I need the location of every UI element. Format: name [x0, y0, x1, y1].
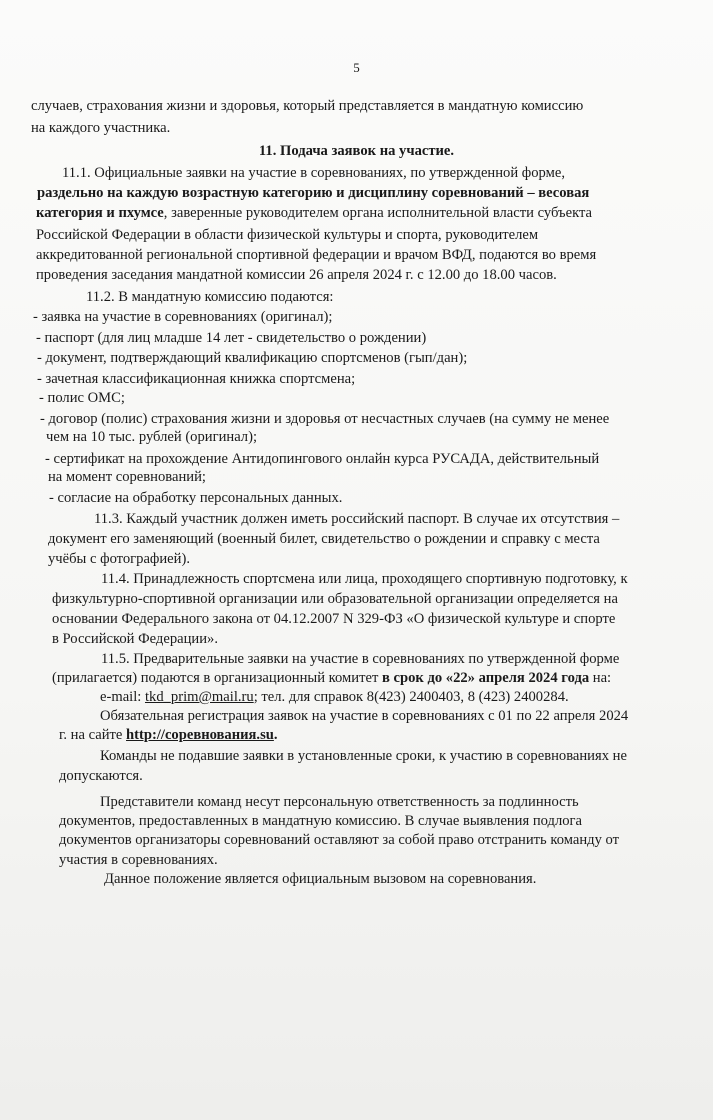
text-segment: ; тел. для справок 8(423) 2400403, 8 (423) 2400284.	[253, 689, 569, 705]
list-item: - паспорт (для лиц младше 14 лет - свидетельство о рождении)	[36, 330, 427, 346]
text-line: допускаются.	[59, 768, 143, 784]
text-line: 11.1. Официальные заявки на участие в соревнованиях, по утвержденной форме,	[62, 165, 565, 181]
text-line: чем на 10 тыс. рублей (оригинал);	[46, 429, 257, 445]
bold-text: .	[273, 727, 278, 743]
list-item: - полис ОМС;	[39, 390, 125, 406]
text-line: основании Федерального закона от 04.12.2007 N 329-ФЗ «О физической культуре и спорте	[52, 611, 616, 627]
text-line	[36, 204, 592, 222]
email-link[interactable]: tkd_prim@mail.ru	[144, 689, 254, 705]
text-line: Обязательная регистрация заявок на участие в соревнованиях с 01 по 22 апреля 2024	[100, 708, 629, 724]
text-line: участия в соревнованиях.	[59, 852, 218, 868]
list-item: - согласие на обработку персональных данных.	[49, 490, 343, 506]
text-line: документов организаторы соревнований оставляют за собой право отстранить команду от	[59, 832, 620, 848]
text-line: Данное положение является официальным вызовом на соревнования.	[104, 871, 537, 887]
text-segment: на:	[589, 670, 612, 686]
text-line	[37, 184, 589, 202]
text-line: 11.3. Каждый участник должен иметь российский паспорт. В случае их отсутствия –	[94, 511, 620, 527]
text-line: Представители команд несут персональную ответственность за подлинность	[100, 794, 579, 810]
text-line: в Российской Федерации».	[52, 631, 218, 647]
text-line: документов, предоставленных в мандатную комиссию. В случае выявления подлога	[59, 813, 583, 829]
text-line: 11.4. Принадлежность спортсмена или лица, проходящего спортивную подготовку, к	[101, 571, 628, 587]
text-line	[100, 688, 569, 706]
list-item: - зачетная классификационная книжка спортсмена;	[37, 371, 356, 387]
text-segment: e-mail:	[100, 689, 145, 705]
bold-text: раздельно на каждую возрастную категорию и дисциплину соревнований – весовая	[37, 185, 590, 201]
text-line: документ его заменяющий (военный билет, свидетельство о рождении и справку с места	[48, 531, 600, 547]
text-line: 11.2. В мандатную комиссию подаются:	[86, 289, 334, 305]
section-heading: 11. Подача заявок на участие.	[258, 143, 455, 159]
website-link[interactable]: http://соревнования.su	[126, 727, 274, 743]
text-line: аккредитованной региональной спортивной федерации и врачом ВФД, подаются во время	[36, 247, 597, 263]
text-segment: (прилагается) подаются в организационный комитет	[52, 670, 382, 686]
text-segment: , заверенные руководителем органа исполнительной власти субъекта	[163, 205, 593, 221]
text-line: Команды не подавшие заявки в установленные сроки, к участию в соревнованиях не	[100, 748, 627, 764]
text-line: 11.5. Предварительные заявки на участие в соревнованиях по утвержденной форме	[101, 651, 620, 667]
text-line: на каждого участника.	[31, 120, 171, 136]
list-item: - документ, подтверждающий квалификацию спортсменов (гып/дан);	[37, 350, 468, 366]
text-line: Российской Федерации в области физической культуры и спорта, руководителем	[36, 227, 539, 243]
text-line: случаев, страхования жизни и здоровья, который представляется в мандатную комиссию	[31, 98, 584, 114]
page-number: 5	[353, 60, 360, 75]
text-line: учёбы с фотографией).	[48, 551, 190, 567]
list-item: - сертификат на прохождение Антидопингового онлайн курса РУСАДА, действительный	[45, 451, 600, 467]
text-line	[59, 726, 278, 744]
text-line	[52, 669, 611, 687]
text-line: проведения заседания мандатной комиссии 26 апреля 2024 г. с 12.00 до 18.00 часов.	[36, 267, 557, 283]
bold-text: в срок до «22» апреля 2024 года	[381, 670, 590, 686]
text-line: на момент соревнований;	[48, 469, 206, 485]
list-item: - договор (полис) страхования жизни и здоровья от несчастных случаев (на сумму не менее	[40, 411, 610, 427]
text-segment: г. на сайте	[59, 727, 127, 743]
list-item: - заявка на участие в соревнованиях (оригинал);	[33, 309, 333, 325]
text-line: физкультурно-спортивной организации или образовательной организации определяется на	[52, 591, 618, 607]
bold-text: категория и пхумсе	[36, 205, 164, 221]
